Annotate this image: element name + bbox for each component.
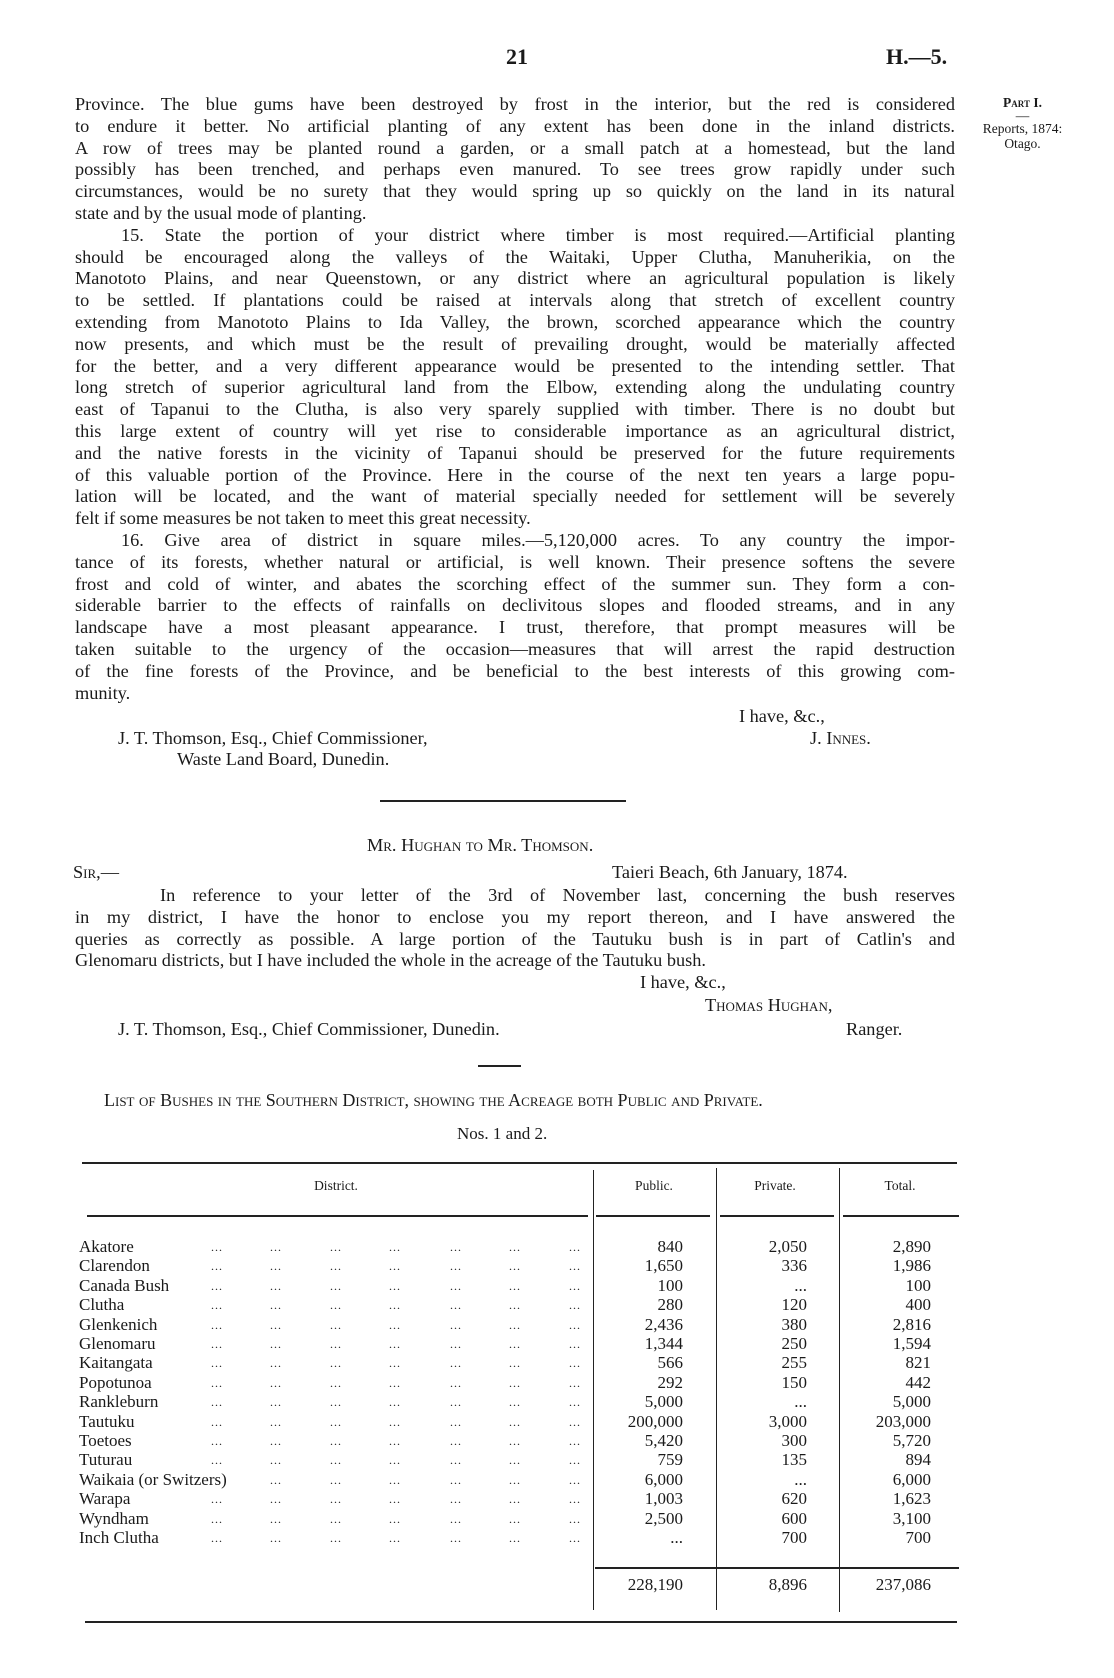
leader-dots: ... [330,1453,342,1468]
leader-dots: ... [450,1492,462,1507]
leader-dots: ... [389,1472,401,1487]
header-district: District. [314,1178,358,1193]
table-top-rule [82,1162,957,1164]
table-bottom-rule [85,1621,957,1623]
leader-dots: ... [509,1472,521,1487]
header-total: Total. [884,1178,916,1193]
public-acreage: 5,420 [644,1431,683,1450]
total-acreage: 6,000 [892,1469,931,1489]
leader-dots: ... [569,1472,581,1487]
leader-dots: ... [270,1337,282,1351]
table-row [79,1373,939,1393]
leader-dots: ... [270,1472,282,1487]
side-note-part: Part I. [1003,95,1042,110]
leader-dots: ... [211,1414,223,1429]
leader-dots: ... [389,1453,401,1468]
table-row [79,1431,939,1451]
leader-dots: ... [330,1240,342,1254]
private-acreage: 600 [781,1508,807,1528]
leader-dots: ... [211,1453,223,1468]
text-line: circumstances, would be no surety that they would spring up so quickly on the land in its natural [75,181,955,202]
text-line: state and by the usual mode of planting. [75,202,367,223]
letter-line: in my district, I have the honor to enclose you my report thereon, and I have answered the [75,906,955,927]
text-line: this large extent of country will yet rise to considerable importance as an agricultural district, [75,420,955,441]
text-line: 16. Give area of district in square miles.—5,120,000 acres. To any country the impor- [121,529,955,550]
leader-dots: ... [270,1375,282,1390]
leader-dots: ... [211,1278,223,1293]
letter-body [75,885,955,972]
district-name: Tuturau [79,1450,133,1470]
leader-dots: ... [450,1298,462,1313]
private-acreage: 380 [781,1314,807,1334]
text-line: of this valuable portion of the Province. Here in the course of the next ten years a large popu- [75,464,955,485]
private-acreage: 620 [781,1489,807,1509]
text-line: munity. [75,682,131,703]
totals-row [79,1575,939,1595]
leader-dots: ... [330,1472,342,1487]
text-line: 15. State the portion of your district where timber is most required.—Artificial planting [121,224,955,245]
leader-dots: ... [389,1317,401,1332]
leader-dots: ... [211,1375,223,1390]
public-acreage: 200,000 [627,1411,683,1431]
total-acreage: 2,816 [892,1314,931,1334]
leader-dots: ... [389,1298,401,1313]
district-name: Waikaia (or Switzers) [79,1469,227,1489]
table-row [79,1470,939,1490]
leader-dots: ... [389,1240,401,1254]
leader-dots: ... [450,1414,462,1429]
private-acreage: 300 [781,1431,807,1450]
district-name: Kaitangata [79,1353,153,1373]
private-acreage: 250 [781,1334,807,1353]
leader-dots: ... [389,1375,401,1390]
letter-addressee: J. T. Thomson, Esq., Chief Commissioner, Dunedin. [118,1019,500,1039]
header-rule [596,1215,710,1217]
leader-dots: ... [330,1414,342,1429]
table-row [79,1509,939,1529]
closing-i-have: I have, &c., [739,706,825,726]
side-note-place: Otago. [1004,136,1041,151]
leader-dots: ... [509,1337,521,1351]
leader-dots: ... [211,1511,223,1526]
leader-dots: ... [569,1356,581,1371]
letter-line: queries as correctly as possible. A large portion of the Tautuku bush is in part of Catlin's and [75,928,955,949]
district-name: Akatore [79,1237,134,1256]
district-name: Clarendon [79,1256,150,1276]
signer-title: Ranger. [846,1019,903,1039]
letter-signer: Thomas Hughan, [705,995,833,1015]
body-text [75,94,955,704]
leader-dots: ... [270,1317,282,1332]
leader-dots: ... [330,1395,342,1410]
header-rule [87,1215,588,1217]
letter-i-have: I have, &c., [640,972,726,992]
public-acreage: 2,436 [644,1314,683,1334]
leader-dots: ... [569,1337,581,1351]
letter-heading: Mr. Hughan to Mr. Thomson. [367,835,594,855]
side-note-reports: Reports, 1874: [982,121,1063,136]
public-acreage: 6,000 [644,1469,683,1489]
leader-dots: ... [450,1356,462,1371]
total-acreage: 5,720 [892,1431,931,1450]
public-acreage: 759 [657,1450,683,1470]
header-public: Public. [635,1178,673,1193]
leader-dots: ... [330,1356,342,1371]
leader-dots: ... [509,1259,521,1274]
text-line: frost and cold of winter, and abates the scorching effect of the summer sun. They form a con- [75,573,955,594]
total-acreage: 442 [905,1372,931,1392]
leader-dots: ... [270,1298,282,1313]
leader-dots: ... [211,1259,223,1274]
private-acreage: ... [794,1275,807,1295]
leader-dots: ... [211,1317,223,1332]
table-row [79,1334,939,1354]
text-line: and the native forests in the vicinity of Tapanui should be preserved for the future requirements [75,442,955,463]
leader-dots: ... [509,1531,521,1545]
private-acreage: 700 [781,1528,807,1547]
public-acreage: 1,344 [644,1334,683,1353]
private-acreage: 336 [781,1256,807,1276]
table-subtitle: Nos. 1 and 2. [457,1124,548,1143]
total-acreage: 1,986 [892,1256,931,1276]
text-line: felt if some measures be not taken to meet this great necessity. [75,508,531,529]
leader-dots: ... [450,1511,462,1526]
leader-dots: ... [270,1434,282,1448]
document-reference: H.—5. [886,44,948,69]
text-line: Manototo Plains, and near Queenstown, or any district where an agricultural population is likely [75,268,955,289]
leader-dots: ... [509,1414,521,1429]
leader-dots: ... [389,1356,401,1371]
leader-dots: ... [450,1337,462,1351]
public-acreage: 100 [657,1275,683,1295]
leader-dots: ... [569,1395,581,1410]
leader-dots: ... [211,1356,223,1371]
text-line: long stretch of superior agricultural land from the Elbow, extending along the undulating country [75,377,955,398]
total-public: 228,190 [627,1575,683,1594]
table-row [79,1276,939,1296]
leader-dots: ... [389,1337,401,1351]
leader-dots: ... [450,1375,462,1390]
section-divider [380,800,626,802]
leader-dots: ... [509,1434,521,1448]
leader-dots: ... [330,1434,342,1448]
totals-rule [595,1567,959,1569]
table-row [79,1450,939,1470]
addressee-line-2: Waste Land Board, Dunedin. [177,749,390,769]
leader-dots: ... [330,1531,342,1545]
text-line: taken suitable to the urgency of the occasion—measures that will arrest the rapid destruction [75,638,955,659]
private-acreage: 150 [781,1372,807,1392]
total-total: 237,086 [875,1575,931,1594]
leader-dots: ... [389,1434,401,1448]
leader-dots: ... [569,1298,581,1313]
total-acreage: 700 [905,1528,931,1547]
private-acreage: 120 [781,1295,807,1315]
leader-dots: ... [270,1531,282,1545]
leader-dots: ... [389,1531,401,1545]
leader-dots: ... [509,1278,521,1293]
leader-dots: ... [569,1240,581,1254]
private-acreage: 135 [781,1450,807,1470]
leader-dots: ... [330,1317,342,1332]
addressee-line-1: J. T. Thomson, Esq., Chief Commissioner, [118,728,428,748]
text-line: possibly has been trenched, and perhaps even manured. To see trees grow rapidly under such [75,159,955,180]
leader-dots: ... [330,1492,342,1507]
district-name: Canada Bush [79,1275,170,1295]
leader-dots: ... [389,1492,401,1507]
text-line: siderable barrier to the effects of rainfalls on declivitous slopes and flooded streams, and in any [75,595,955,616]
closing-signer: J. Innes. [810,728,871,748]
leader-dots: ... [330,1337,342,1351]
public-acreage: 1,003 [644,1489,683,1509]
leader-dots: ... [270,1492,282,1507]
district-name: Popotunoa [79,1372,152,1392]
letter-line: Glenomaru districts, but I have included the whole in the acreage of the Tautuku bush. [75,950,706,971]
leader-dots: ... [450,1259,462,1274]
leader-dots: ... [330,1298,342,1313]
district-name: Glenomaru [79,1334,156,1353]
page-number: 21 [506,44,528,69]
leader-dots: ... [270,1356,282,1371]
table-row [79,1256,939,1276]
leader-dots: ... [509,1375,521,1390]
table-row [79,1315,939,1335]
leader-dots: ... [569,1453,581,1468]
side-note [960,95,1085,151]
total-acreage: 821 [905,1353,931,1373]
district-name: Clutha [79,1295,125,1315]
leader-dots: ... [270,1259,282,1274]
total-acreage: 100 [905,1275,931,1295]
leader-dots: ... [211,1434,223,1448]
district-name: Toetoes [79,1431,132,1450]
private-acreage: ... [794,1469,807,1489]
leader-dots: ... [270,1453,282,1468]
total-acreage: 1,594 [892,1334,931,1353]
public-acreage: 840 [657,1237,683,1256]
leader-dots: ... [450,1472,462,1487]
total-acreage: 3,100 [892,1508,931,1528]
leader-dots: ... [450,1278,462,1293]
header-rule [720,1215,834,1217]
private-acreage: 3,000 [768,1411,807,1431]
total-acreage: 894 [905,1450,931,1470]
side-note-dash: — [1015,108,1030,123]
leader-dots: ... [509,1240,521,1254]
leader-dots: ... [569,1511,581,1526]
district-name: Tautuku [79,1411,135,1431]
district-name: Inch Clutha [79,1528,159,1547]
table-title: List of Bushes in the Southern District, showing the Acreage both Public and Private. [104,1090,763,1110]
leader-dots: ... [211,1395,223,1410]
text-line: for the better, and a very different appearance would be presented to the intending settler. That [75,355,955,376]
public-acreage: ... [670,1528,683,1547]
table-row [79,1237,939,1257]
leader-dots: ... [330,1259,342,1274]
public-acreage: 280 [657,1295,683,1315]
public-acreage: 566 [657,1353,683,1373]
leader-dots: ... [450,1395,462,1410]
leader-dots: ... [389,1395,401,1410]
leader-dots: ... [270,1511,282,1526]
leader-dots: ... [569,1414,581,1429]
leader-dots: ... [211,1240,223,1254]
text-line: landscape have a most pleasant appearance. I trust, therefore, that prompt measures will be [75,617,955,638]
text-line: extending from Manototo Plains to Ida Valley, the brown, scorched appearance which the country [75,311,955,332]
district-name: Rankleburn [79,1392,159,1412]
leader-dots: ... [450,1317,462,1332]
text-line: Province. The blue gums have been destroyed by frost in the interior, but the red is considered [75,94,955,114]
total-acreage: 203,000 [875,1411,931,1431]
leader-dots: ... [270,1414,282,1429]
leader-dots: ... [211,1298,223,1313]
public-acreage: 5,000 [644,1392,683,1412]
leader-dots: ... [270,1240,282,1254]
letter-line: In reference to your letter of the 3rd of November last, concerning the bush reserves [160,885,955,905]
leader-dots: ... [211,1531,223,1545]
text-line: should be encouraged along the valleys of the Waitaki, Upper Clutha, Manuherikia, on the [75,246,955,267]
public-acreage: 1,650 [644,1256,683,1276]
leader-dots: ... [330,1375,342,1390]
table-row [79,1489,939,1509]
text-line: lation will be located, and the want of material specially needed for settlement will be severely [75,486,955,507]
leader-dots: ... [569,1531,581,1545]
leader-dots: ... [330,1511,342,1526]
leader-dots: ... [509,1492,521,1507]
table-row [79,1353,939,1373]
public-acreage: 292 [657,1372,683,1392]
total-acreage: 1,623 [892,1489,931,1509]
table-row [79,1295,939,1315]
leader-dots: ... [569,1375,581,1390]
table-row [79,1412,939,1432]
leader-dots: ... [389,1259,401,1274]
district-name: Warapa [79,1489,131,1509]
leader-dots: ... [450,1531,462,1545]
leader-dots: ... [330,1278,342,1293]
total-acreage: 5,000 [892,1392,931,1412]
leader-dots: ... [211,1492,223,1507]
leader-dots: ... [270,1278,282,1293]
table-row [79,1528,939,1548]
text-line: to be settled. If plantations could be raised at intervals along that stretch of excellent country [75,290,955,311]
district-name: Wyndham [79,1508,149,1528]
text-line: tance of its forests, whether natural or artificial, is well known. Their presence softens the severe [75,551,955,572]
header-private: Private. [754,1178,796,1193]
leader-dots: ... [569,1278,581,1293]
text-line: east of Tapanui to the Clutha, is also very sparely supplied with timber. There is no doubt but [75,399,955,420]
leader-dots: ... [389,1511,401,1526]
table-row [79,1392,939,1412]
leader-dots: ... [569,1317,581,1332]
private-acreage: 2,050 [768,1237,807,1256]
leader-dots: ... [211,1337,223,1351]
leader-dots: ... [569,1434,581,1448]
leader-dots: ... [389,1278,401,1293]
leader-dots: ... [569,1259,581,1274]
leader-dots: ... [509,1395,521,1410]
leader-dots: ... [389,1414,401,1429]
leader-dots: ... [450,1453,462,1468]
text-line: A row of trees may be planted round a garden, or a small patch at a homestead, but the land [75,137,955,158]
leader-dots: ... [509,1356,521,1371]
header-rule [843,1215,959,1217]
private-acreage: 255 [781,1353,807,1373]
place-date: Taieri Beach, 6th January, 1874. [612,862,848,882]
leader-dots: ... [509,1453,521,1468]
text-line: of the fine forests of the Province, and be beneficial to the best interests of this growing com- [75,660,955,681]
private-acreage: ... [794,1392,807,1412]
salutation: Sir,— [73,862,120,882]
district-name: Glenkenich [79,1314,158,1334]
leader-dots: ... [569,1492,581,1507]
leader-dots: ... [270,1395,282,1410]
text-line: to endure it better. No artificial planting of any extent has been done in the inland districts. [75,115,955,136]
leader-dots: ... [450,1434,462,1448]
total-acreage: 400 [905,1295,931,1315]
leader-dots: ... [509,1511,521,1526]
total-private: 8,896 [768,1575,807,1594]
leader-dots: ... [509,1298,521,1313]
text-line: now presents, and which must be the result of prevailing drought, would be materially affected [75,333,955,354]
leader-dots: ... [509,1317,521,1332]
total-acreage: 2,890 [892,1237,931,1256]
short-divider [478,1065,521,1067]
public-acreage: 2,500 [644,1508,683,1528]
leader-dots: ... [450,1240,462,1254]
